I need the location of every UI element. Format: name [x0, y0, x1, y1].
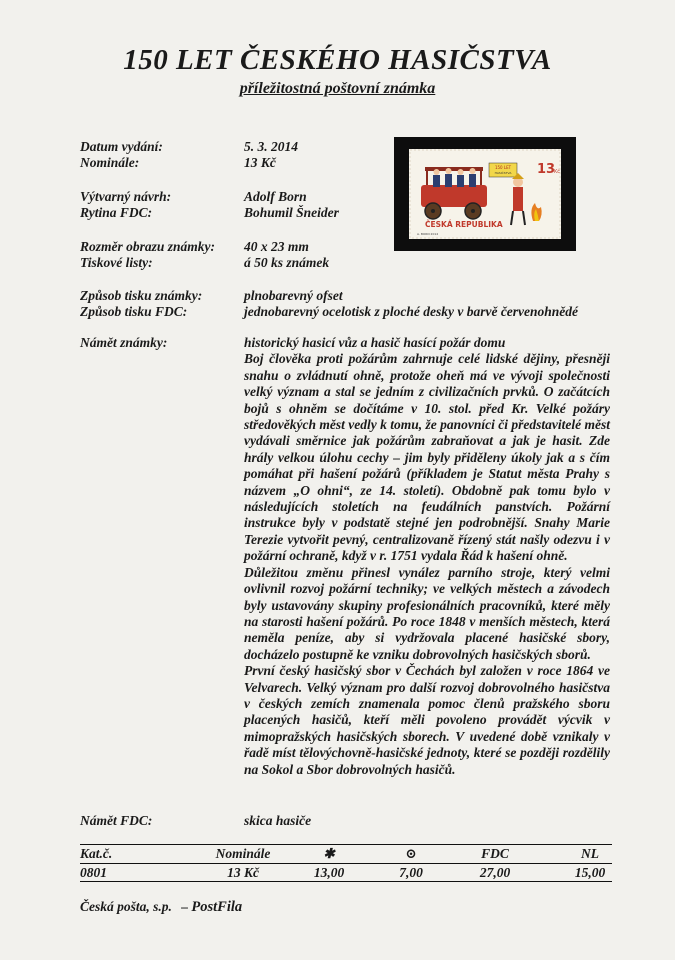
brand-name: PostFila [191, 899, 243, 915]
fdc-print-method-value: jednobarevný ocelotisk z ploché desky v barvě červenohnědé [244, 304, 579, 319]
issue-date-label: Datum vydání: [80, 139, 163, 154]
col-header-used-icon: ⊙ [405, 846, 417, 861]
print-method-label: Způsob tisku známky: [80, 288, 203, 303]
table-cell-fdc: 27,00 [479, 865, 511, 880]
page-subtitle: příležitostná poštovní známka [239, 80, 436, 97]
description-paragraph: Boj člověka proti požárům zahrnuje celé lidské dějiny, přesněji snahu o zvládnutí ohně, protože oheň má ve vývoji společnosti velký význam a stal se jedním z civilizačních prvků. O začátcích bojů s ohněm se dočítáme v 10. stol. před Kr. Velké požáry středověkých měst vedly k tomu, že panovníci či představitelé měst vydávali směrnice jak požárům zabraňovat a jak je hasit. Zde hrály velkou úlohu cechy – jim byly přiděleny úkoly jak a s čím pomáhat při hašení požárů (příkladem je Statut města Prahy s názvem „O ohni“, ze 14. století). Obdobně pak tomu bylo v následujících stoletích na feudálních panstvích. Požární instrukce byly v podstatě stejné jen podrobnější. Snahy Marie Terezie vytvořit pevný, centralizovaně řízený stát našly odezvu i v požární ochraně, když v r. 1751 vydala Řád k hašení ohně. [244, 351, 610, 564]
description-paragraph: Důležitou změnu přinesl vynález parního stroje, který velmi ovlivnil rozvoj požární techniky; ve velkých městech a závodech byly ustavovány skupiny profesionálních pracovníků, které měly na starosti hašení požárů. Po roce 1848 v menších městech, která neměla peníze, aby si vydržovala placené hasičské sbory, docházelo postupně ke vzniku dobrovolných hasičských sborů. [244, 564, 610, 662]
engraving-label: Rytina FDC: [80, 205, 153, 220]
col-header-nl: NL [581, 846, 599, 861]
stamp-subject-label: Námět známky: [80, 335, 168, 350]
footer-separator: – [181, 899, 189, 914]
fdc-subject-label: Námět FDC: [80, 813, 153, 828]
face-value-value: 13 Kč [244, 155, 276, 170]
design-label: Výtvarný návrh: [80, 189, 172, 204]
fdc-print-method-label: Způsob tisku FDC: [80, 304, 188, 319]
table-cell-used: 7,00 [399, 865, 423, 880]
table-cell-catalog: 0801 [80, 865, 107, 880]
stamp-artist: A. BORN 2014 [417, 232, 439, 236]
face-value-label: Nominále: [80, 155, 140, 170]
stamp-description [244, 335, 610, 778]
page-title: 150 LET ČESKÉHO HASIČSTVA [123, 44, 552, 76]
stamp-value: 13 [537, 162, 556, 177]
fdc-subject-value: skica hasiče [244, 813, 312, 828]
stamp-image [394, 137, 576, 251]
stamp-subject-value: historický hasicí vůz a hasič hasící požár domu [244, 335, 506, 350]
footer [80, 899, 242, 916]
col-header-catalog: Kat.č. [80, 846, 113, 861]
sheets-label: Tiskové listy: [80, 255, 153, 270]
engraving-value: Bohumil Šneider [244, 205, 339, 220]
table-rule-mid [80, 863, 612, 864]
design-value: Adolf Born [244, 189, 307, 204]
table-rule-bottom [80, 881, 612, 882]
svg-text:HASIČSTVA: HASIČSTVA [494, 171, 512, 175]
publisher-name: Česká pošta, s.p. [80, 899, 172, 914]
print-method-value: plnobarevný ofset [244, 288, 343, 303]
table-cell-nl: 15,00 [574, 865, 606, 880]
col-header-fdc: FDC [481, 846, 509, 861]
sheets-value: á 50 ks známek [244, 255, 330, 270]
table-cell-mint: 13,00 [313, 865, 345, 880]
description-paragraph: První český hasičský sbor v Čechách byl založen v roce 1864 ve Velvarech. Velký význam pro další rozvoj dobrovolného hasičstva v českých zemích znamenala pomoc členů pražského sboru placených hasičů, kteří měli povoleno provádět výcvik v mimopražských hasičských sborech. V uvedené době vznikaly v řadě míst tělovýchovně-hasičské jednoty, které se později rozdělily na Sokol a Sbor dobrovolných hasičů. [244, 663, 610, 777]
image-size-label: Rozměr obrazu známky: [80, 239, 216, 254]
stamp-currency: Kč [554, 169, 561, 175]
stamp-country: ČESKÁ REPUBLIKA [425, 220, 503, 229]
col-header-face-value: Nominále [215, 846, 271, 861]
issue-date-value: 5. 3. 2014 [244, 139, 298, 154]
svg-text:150 LET: 150 LET [494, 165, 512, 170]
image-size-value: 40 x 23 mm [244, 239, 309, 254]
stamp-illustration [409, 149, 561, 239]
table-cell-face-value: 13 Kč [227, 865, 259, 880]
table-rule-top [80, 844, 612, 845]
col-header-mint-icon: ✱ [323, 846, 335, 861]
